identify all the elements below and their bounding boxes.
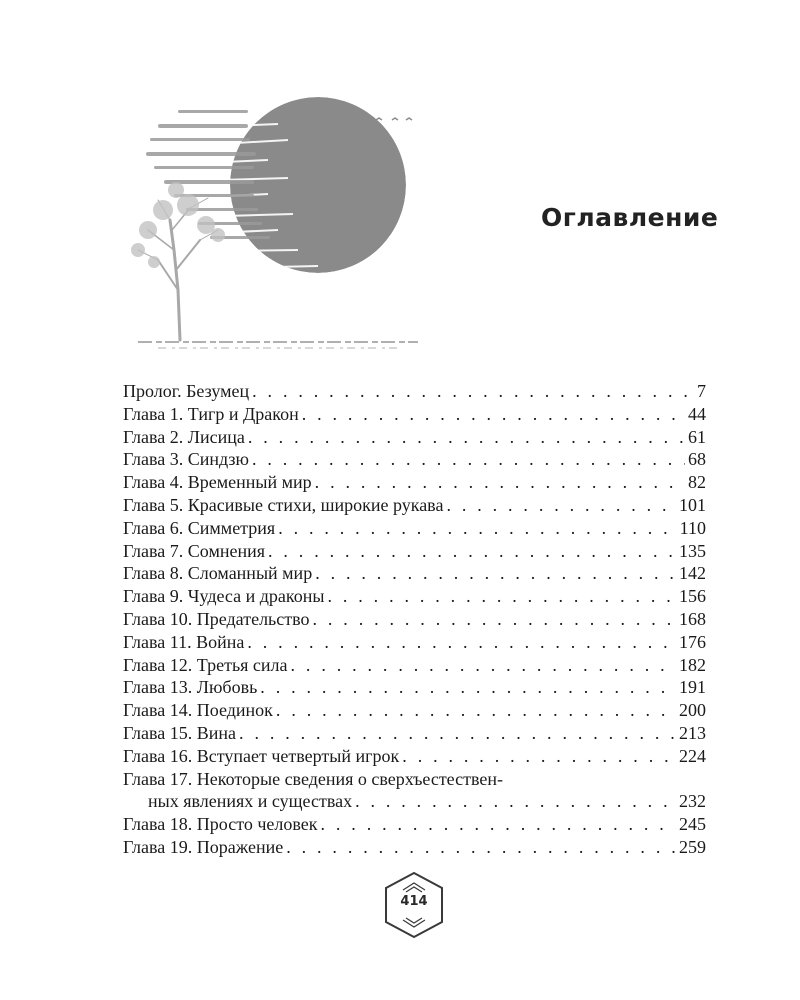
toc-entry: [123, 654, 706, 677]
toc-entry: [123, 836, 706, 859]
dot-leader: [446, 494, 676, 517]
toc-page-number: 191: [679, 677, 706, 698]
toc-entry-title: Глава 18. Просто человек: [123, 814, 318, 835]
dot-leader: [268, 540, 676, 563]
toc-page-number: 82: [688, 472, 706, 493]
toc-page-number: 200: [679, 700, 706, 721]
toc-entry-title: Глава 19. Поражение: [123, 836, 284, 857]
toc-entry-title: Глава 2. Лисица: [123, 426, 245, 447]
toc-page-number: 176: [679, 631, 706, 652]
dot-leader: [321, 813, 677, 836]
toc-page-number: 61: [688, 426, 706, 447]
toc-entry: [123, 790, 706, 813]
toc-page-number: 156: [679, 586, 706, 607]
page-number: 414: [400, 894, 428, 909]
dot-leader: [313, 608, 677, 631]
toc-entry-title: Глава 8. Сломанный мир: [123, 563, 313, 584]
dot-leader: [252, 380, 694, 403]
toc-page-number: 182: [679, 654, 706, 675]
toc-entry: [123, 631, 706, 654]
toc-page-number: 232: [679, 791, 706, 812]
toc-entry-title: Глава 11. Война: [123, 631, 245, 652]
toc-entry: [123, 426, 706, 449]
toc-page-number: 68: [688, 449, 706, 470]
toc-page-number: 259: [679, 836, 706, 857]
toc-entry: [123, 676, 706, 699]
dot-leader: [247, 631, 676, 654]
dot-leader: [286, 836, 676, 859]
toc-entry: [123, 471, 706, 494]
dot-leader: [252, 448, 685, 471]
toc-entry: [123, 403, 706, 426]
table-of-contents: [123, 380, 706, 859]
toc-page-number: 224: [679, 745, 706, 766]
toc-entry-title: Глава 14. Поединок: [123, 700, 273, 721]
toc-entry: [123, 608, 706, 631]
toc-entry-title: Глава 16. Вступает четвертый игрок: [123, 745, 400, 766]
toc-entry: [123, 517, 706, 540]
toc-entry-title: Глава 6. Симметрия: [123, 517, 276, 538]
toc-entry-title: Глава 17. Некоторые сведения о сверхъестествен-: [123, 768, 503, 789]
toc-entry: [123, 699, 706, 722]
toc-entry-title: Глава 1. Тигр и Дракон: [123, 403, 299, 424]
toc-entry-title: Глава 12. Третья сила: [123, 654, 288, 675]
toc-entry: [123, 494, 706, 517]
toc-entry: [123, 745, 706, 768]
toc-page-number: 245: [679, 814, 706, 835]
moon-tree-illustration: [118, 90, 418, 360]
dot-leader: [355, 790, 676, 813]
toc-entry: [123, 380, 706, 403]
toc-entry: [123, 585, 706, 608]
page-number-badge: [381, 870, 447, 940]
toc-page-number: 110: [679, 517, 706, 538]
dot-leader: [239, 722, 676, 745]
page-title: Оглавление: [541, 202, 719, 232]
toc-entry-line: [123, 768, 706, 791]
toc-entry-title: Глава 10. Предательство: [123, 608, 310, 629]
dot-leader: [276, 699, 676, 722]
toc-page-number: 7: [697, 381, 706, 401]
dot-leader: [315, 471, 685, 494]
toc-entry-title: Глава 3. Синдзю: [123, 449, 249, 470]
toc-page-number: 213: [679, 722, 706, 743]
dot-leader: [260, 676, 676, 699]
dot-leader: [302, 403, 685, 426]
toc-page-number: 142: [679, 563, 706, 584]
ground-line: [138, 342, 418, 348]
toc-page-number: 135: [679, 540, 706, 561]
toc-entry: [123, 562, 706, 585]
toc-entry-title: Глава 9. Чудеса и драконы: [123, 586, 325, 607]
dot-leader: [248, 426, 685, 449]
dot-leader: [278, 517, 676, 540]
dot-leader: [291, 654, 676, 677]
toc-entry-title: Глава 15. Вина: [123, 722, 237, 743]
toc-entry-title: Глава 7. Сомнения: [123, 540, 265, 561]
toc-entry: [123, 813, 706, 836]
toc-page-number: 101: [679, 494, 706, 515]
toc-entry-title: Глава 4. Временный мир: [123, 472, 312, 493]
toc-entry-title-continuation: ных явлениях и существах: [148, 791, 353, 812]
toc-entry: [123, 448, 706, 471]
toc-entry-title: Глава 5. Красивые стихи, широкие рукава: [123, 494, 444, 515]
toc-page-number: 44: [688, 403, 706, 424]
dot-leader: [315, 562, 676, 585]
dot-leader: [327, 585, 676, 608]
toc-entry-title: Пролог. Безумец: [123, 381, 250, 401]
toc-entry: [123, 722, 706, 745]
toc-entry-title: Глава 13. Любовь: [123, 677, 258, 698]
toc-entry: [123, 540, 706, 563]
toc-page-number: 168: [679, 608, 706, 629]
dot-leader: [402, 745, 676, 768]
